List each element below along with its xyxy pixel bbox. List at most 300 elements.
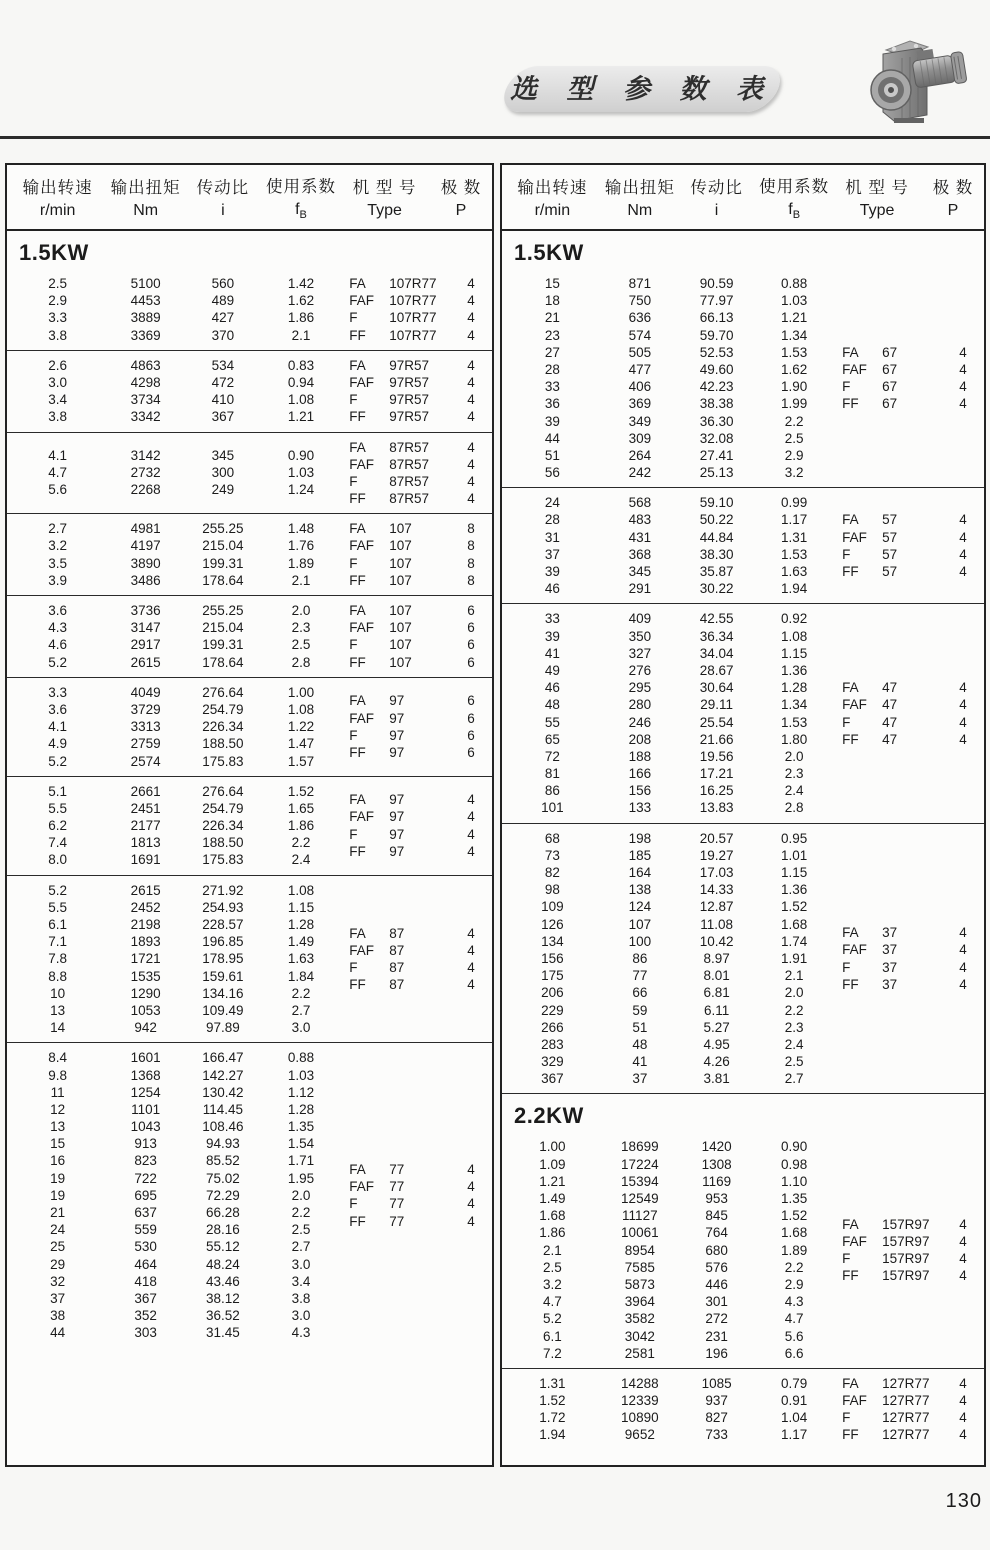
header-divider — [0, 136, 990, 139]
cell-ratio: 178.64 — [202, 572, 244, 588]
cell-speed: 41 — [544, 645, 560, 661]
cell-speed: 10 — [50, 985, 66, 1001]
cell-speed: 5.2 — [542, 1311, 562, 1327]
cell-ratio: 733 — [705, 1427, 728, 1443]
table-row — [7, 555, 339, 572]
power-section-title: 2.2KW — [514, 1103, 584, 1129]
cell-ratio: 166.47 — [202, 1050, 244, 1066]
cell-service-factor: 3.2 — [784, 465, 804, 481]
cell-service-factor: 2.3 — [291, 620, 311, 636]
cell-poles: 4 — [959, 1410, 967, 1426]
unit-text: Nm — [133, 202, 159, 219]
cell-ratio: 6.81 — [703, 985, 730, 1001]
cell-poles: 4 — [959, 959, 967, 975]
cell-torque: 637 — [134, 1205, 157, 1220]
table-row — [7, 1101, 339, 1118]
cell-poles: 4 — [467, 1179, 475, 1195]
type-prefix: FA — [349, 439, 366, 455]
cell-torque: 303 — [134, 1325, 157, 1341]
cell-speed: 13 — [50, 1002, 66, 1018]
cell-poles: 4 — [959, 512, 967, 528]
table-header-type-columns — [339, 165, 492, 229]
cell-torque: 1813 — [130, 835, 161, 851]
cell-ratio: 178.64 — [202, 654, 244, 670]
cell-service-factor: 0.94 — [287, 374, 315, 390]
table-row — [7, 783, 339, 800]
ratio-group — [7, 269, 492, 350]
cell-torque: 483 — [628, 512, 652, 528]
cell-service-factor: 1.08 — [781, 628, 808, 644]
table-row — [502, 327, 832, 344]
cell-torque: 345 — [628, 564, 652, 579]
cell-ratio: 36.52 — [206, 1308, 240, 1324]
type-row — [842, 563, 984, 580]
cell-ratio: 1308 — [701, 1156, 732, 1172]
ratio-group — [7, 677, 492, 776]
type-prefix: F — [842, 546, 851, 562]
cell-torque: 242 — [628, 465, 652, 481]
cell-speed: 7.2 — [542, 1345, 562, 1361]
group-data-rows — [7, 684, 339, 770]
cell-ratio: 937 — [705, 1393, 728, 1409]
table-row — [502, 830, 832, 847]
type-model: 107R77 — [389, 310, 437, 326]
cell-ratio: 114.45 — [202, 1101, 244, 1117]
group-data-rows — [502, 1375, 832, 1444]
type-prefix: FF — [842, 976, 859, 992]
table-row — [7, 602, 339, 619]
cell-torque: 871 — [628, 276, 652, 291]
cell-ratio: 276.64 — [202, 684, 244, 700]
type-row — [349, 727, 492, 744]
type-prefix: F — [349, 473, 358, 489]
cell-service-factor: 1.35 — [781, 1191, 808, 1206]
table-row — [502, 1070, 832, 1087]
column-header-label: 传动比 — [196, 179, 250, 197]
type-model: 107 — [389, 637, 412, 653]
type-row — [349, 456, 492, 473]
cell-torque: 368 — [628, 546, 652, 562]
type-prefix: FF — [349, 491, 366, 507]
cell-speed: 3.6 — [48, 603, 68, 618]
cell-ratio: 446 — [705, 1276, 728, 1292]
type-prefix: FF — [349, 977, 366, 993]
cell-poles: 6 — [467, 637, 475, 653]
cell-speed: 2.5 — [48, 276, 68, 291]
cell-torque: 3734 — [130, 392, 161, 408]
type-model: 87R57 — [389, 439, 430, 455]
ratio-group — [7, 350, 492, 432]
cell-torque: 406 — [628, 379, 652, 395]
table-row — [7, 1118, 339, 1135]
type-prefix: FF — [349, 409, 366, 425]
cell-torque: 3369 — [130, 327, 161, 343]
type-prefix: F — [349, 310, 358, 326]
cell-service-factor: 3.4 — [291, 1273, 311, 1289]
table-row — [7, 464, 339, 481]
cell-speed: 18 — [544, 293, 560, 309]
type-model: 97 — [389, 843, 405, 859]
type-row — [349, 408, 492, 425]
table-row — [7, 357, 339, 374]
cell-speed: 44 — [50, 1325, 66, 1341]
table-row — [502, 782, 832, 799]
cell-ratio: 534 — [211, 357, 235, 373]
cell-service-factor: 1.99 — [781, 396, 808, 412]
cell-poles: 4 — [959, 714, 967, 730]
table-row — [502, 610, 832, 627]
cell-torque: 409 — [628, 611, 652, 627]
cell-service-factor: 1.80 — [781, 731, 808, 747]
unit-text: r/min — [534, 202, 571, 219]
column-header-label: 输出扭矩 — [604, 179, 675, 197]
selection-table-right — [500, 163, 986, 1467]
cell-ratio: 196.85 — [202, 934, 244, 950]
group-type-rows — [339, 602, 492, 671]
type-row — [349, 439, 492, 456]
cell-service-factor: 1.90 — [781, 379, 808, 395]
cell-speed: 3.5 — [48, 555, 68, 571]
cell-speed: 44 — [544, 430, 560, 446]
table-row — [502, 309, 832, 326]
cell-ratio: 34.04 — [699, 645, 734, 661]
cell-ratio: 6.11 — [703, 1002, 730, 1018]
type-model: 97 — [389, 744, 405, 760]
type-prefix: FF — [842, 1427, 859, 1443]
type-prefix: F — [842, 1251, 851, 1267]
type-model: 97 — [389, 792, 405, 808]
type-prefix: FAF — [349, 620, 374, 636]
cell-ratio: 680 — [705, 1242, 728, 1258]
cell-torque: 10061 — [621, 1225, 659, 1241]
cell-service-factor: 1.21 — [781, 310, 808, 326]
cell-speed: 19 — [50, 1187, 66, 1203]
cell-speed: 73 — [544, 847, 560, 863]
cell-ratio: 345 — [211, 448, 235, 464]
cell-ratio: 276.64 — [202, 783, 244, 799]
cell-speed: 1.68 — [539, 1208, 566, 1224]
table-row — [7, 619, 339, 636]
cell-ratio: 472 — [211, 374, 235, 390]
table-row — [502, 1375, 832, 1392]
group-type-rows — [339, 520, 492, 589]
cell-ratio: 20.57 — [699, 830, 734, 846]
cell-ratio: 77.97 — [699, 293, 734, 309]
column-header-label: 传动比 — [690, 179, 743, 197]
cell-ratio: 59.10 — [699, 495, 734, 511]
type-row — [349, 555, 492, 572]
cell-torque: 1721 — [130, 951, 161, 967]
cell-service-factor: 2.0 — [784, 985, 804, 1001]
cell-service-factor: 0.90 — [287, 448, 315, 464]
type-row — [349, 602, 492, 619]
cell-service-factor: 1.86 — [287, 818, 315, 834]
cell-service-factor: 2.3 — [784, 766, 804, 782]
cell-speed: 3.3 — [48, 684, 68, 700]
cell-ratio: 215.04 — [202, 538, 244, 554]
type-prefix: F — [842, 379, 851, 395]
cell-service-factor: 2.2 — [784, 413, 804, 429]
cell-ratio: 489 — [211, 293, 235, 309]
cell-ratio: 199.31 — [202, 555, 244, 571]
cell-poles: 4 — [467, 977, 475, 993]
cell-poles: 4 — [467, 473, 475, 489]
cell-speed: 4.3 — [48, 620, 68, 636]
table-row — [502, 1392, 832, 1409]
type-row — [842, 1250, 984, 1267]
cell-poles: 4 — [959, 1375, 967, 1391]
cell-speed: 3.2 — [48, 538, 68, 554]
cell-torque: 100 — [628, 933, 652, 949]
table-row — [7, 718, 339, 735]
type-row — [349, 791, 492, 808]
cell-speed: 1.94 — [539, 1427, 566, 1443]
ratio-group — [502, 1132, 984, 1367]
cell-poles: 4 — [467, 1162, 475, 1178]
type-prefix: FA — [349, 603, 366, 618]
cell-service-factor: 2.0 — [291, 1187, 311, 1203]
table-row — [502, 881, 832, 898]
type-prefix: FF — [842, 1268, 859, 1284]
table-row — [502, 645, 832, 662]
group-data-rows — [7, 882, 339, 1037]
cell-speed: 15 — [50, 1136, 66, 1152]
group-type-rows — [832, 511, 984, 580]
type-prefix: FAF — [842, 1233, 867, 1249]
group-data-rows — [502, 1138, 832, 1361]
cell-speed: 33 — [544, 611, 560, 627]
cell-torque: 276 — [628, 662, 652, 678]
column-header-unit — [108, 202, 183, 220]
cell-poles: 4 — [467, 925, 475, 941]
group-data-rows — [7, 520, 339, 589]
cell-torque: 133 — [628, 800, 652, 816]
column-header — [183, 165, 263, 229]
cell-service-factor: 1.47 — [287, 736, 315, 752]
cell-ratio: 199.31 — [202, 637, 244, 653]
cell-service-factor: 1.36 — [781, 662, 808, 678]
table-row — [7, 1084, 339, 1101]
cell-ratio: 28.67 — [699, 662, 734, 678]
cell-ratio: 97.89 — [206, 1020, 240, 1036]
group-type-rows — [339, 791, 492, 860]
cell-speed: 5.2 — [48, 654, 68, 670]
column-header — [7, 165, 108, 229]
cell-service-factor: 2.2 — [291, 985, 311, 1001]
cell-poles: 4 — [959, 379, 967, 395]
cell-speed: 65 — [544, 731, 560, 747]
table-row — [502, 1259, 832, 1276]
cell-ratio: 12.87 — [699, 899, 734, 915]
cell-ratio: 427 — [211, 310, 235, 326]
column-header-label: 机 型 号 — [845, 179, 909, 197]
table-row — [502, 1156, 832, 1173]
cell-service-factor: 0.99 — [781, 495, 808, 511]
cell-ratio: 255.25 — [202, 521, 244, 537]
cell-speed: 109 — [541, 899, 564, 915]
cell-torque: 11127 — [622, 1208, 658, 1224]
type-row — [349, 1178, 492, 1195]
cell-torque: 4981 — [130, 521, 161, 537]
cell-torque: 2198 — [130, 917, 161, 932]
cell-poles: 4 — [467, 392, 475, 408]
cell-service-factor: 2.4 — [784, 1036, 804, 1052]
cell-service-factor: 1.31 — [781, 529, 808, 545]
cell-poles: 4 — [959, 1233, 967, 1249]
cell-poles: 4 — [467, 491, 475, 507]
cell-poles: 4 — [467, 456, 475, 472]
type-prefix: FAF — [842, 529, 867, 545]
type-model: 107 — [389, 654, 412, 670]
group-data-rows — [502, 830, 832, 1088]
cell-torque: 5873 — [624, 1276, 655, 1292]
cell-ratio: 271.92 — [202, 882, 244, 898]
type-model: 87R57 — [389, 473, 430, 489]
table-row — [502, 933, 832, 950]
cell-service-factor: 1.68 — [781, 916, 808, 932]
cell-speed: 25 — [50, 1239, 66, 1255]
cell-torque: 3147 — [130, 620, 161, 636]
table-row — [7, 408, 339, 425]
unit-text: f — [295, 200, 300, 218]
type-model: 97 — [389, 710, 405, 726]
table-row — [7, 817, 339, 834]
table-row — [7, 1238, 339, 1255]
cell-poles: 8 — [467, 521, 475, 537]
type-row — [349, 1213, 492, 1230]
table-row — [502, 1002, 832, 1019]
cell-service-factor: 2.7 — [291, 1239, 311, 1255]
cell-poles: 4 — [467, 357, 475, 373]
type-prefix: FF — [349, 654, 366, 670]
type-prefix: F — [842, 959, 851, 975]
cell-torque: 1053 — [130, 1002, 161, 1018]
cell-ratio: 1085 — [701, 1375, 732, 1391]
table-row — [502, 898, 832, 915]
cell-speed: 48 — [544, 697, 560, 713]
group-type-rows — [832, 924, 984, 993]
cell-torque: 695 — [134, 1187, 157, 1203]
table-row — [502, 494, 832, 511]
cell-torque: 208 — [628, 731, 652, 747]
type-model: 127R77 — [882, 1375, 930, 1391]
type-prefix: FAF — [349, 293, 374, 309]
cell-torque: 124 — [628, 899, 652, 915]
group-type-rows — [832, 679, 984, 748]
cell-poles: 6 — [467, 744, 475, 760]
table-row — [7, 537, 339, 554]
cell-service-factor: 2.4 — [291, 852, 311, 868]
type-prefix: F — [349, 392, 358, 408]
table-row — [502, 662, 832, 679]
cell-speed: 8.4 — [48, 1050, 68, 1066]
table-row — [502, 563, 832, 580]
cell-ratio: 19.56 — [699, 748, 734, 764]
cell-ratio: 142.27 — [202, 1067, 244, 1083]
type-prefix: FA — [349, 521, 366, 537]
table-row — [7, 520, 339, 537]
table-row — [502, 546, 832, 563]
cell-torque: 431 — [628, 529, 652, 545]
power-section — [502, 231, 984, 1093]
table-row — [502, 1036, 832, 1053]
type-prefix: FA — [842, 1216, 859, 1232]
cell-speed: 24 — [544, 495, 560, 511]
table-row — [7, 1324, 339, 1341]
cell-speed: 6.2 — [48, 818, 68, 834]
cell-speed: 32 — [50, 1273, 66, 1289]
table-row — [7, 654, 339, 671]
table-row — [7, 1256, 339, 1273]
cell-poles: 4 — [467, 792, 475, 808]
type-prefix: FA — [842, 344, 859, 360]
cell-speed: 37 — [50, 1290, 66, 1306]
table-row — [502, 1345, 832, 1362]
type-model: 127R77 — [882, 1410, 930, 1426]
cell-torque: 418 — [134, 1273, 157, 1289]
cell-speed: 5.1 — [48, 783, 68, 799]
column-header-label: 使用系数 — [265, 177, 336, 196]
type-prefix: FAF — [842, 697, 867, 713]
cell-service-factor: 0.95 — [781, 830, 808, 846]
cell-service-factor: 1.03 — [287, 465, 315, 481]
type-row — [349, 976, 492, 993]
cell-speed: 7.8 — [48, 951, 68, 967]
type-prefix: FAF — [349, 942, 374, 958]
cell-torque: 41 — [632, 1054, 648, 1070]
cell-service-factor: 1.53 — [781, 344, 808, 360]
cell-torque: 5100 — [130, 276, 161, 291]
type-row — [842, 378, 984, 395]
cell-service-factor: 1.86 — [287, 310, 315, 326]
cell-service-factor: 1.00 — [287, 684, 315, 700]
cell-torque: 1691 — [130, 852, 161, 868]
group-data-rows — [7, 447, 339, 499]
cell-torque: 86 — [632, 950, 648, 966]
type-row — [842, 546, 984, 563]
page-number: 130 — [945, 1490, 982, 1512]
column-header-poles — [430, 165, 492, 229]
cell-ratio: 188.50 — [202, 736, 244, 752]
type-prefix: FA — [842, 925, 859, 941]
table-row — [7, 701, 339, 718]
cell-service-factor: 1.08 — [287, 882, 315, 898]
type-row — [349, 744, 492, 761]
type-row — [842, 1267, 984, 1284]
cell-ratio: 94.93 — [206, 1136, 240, 1152]
cell-torque: 1368 — [130, 1067, 161, 1083]
cell-speed: 2.6 — [48, 357, 68, 373]
cell-poles: 6 — [467, 727, 475, 743]
table-row — [7, 834, 339, 851]
cell-torque: 8954 — [624, 1242, 655, 1258]
cell-ratio: 4.95 — [703, 1036, 730, 1052]
type-model: 67 — [882, 344, 898, 360]
cell-torque: 530 — [134, 1239, 157, 1255]
type-prefix: F — [842, 1410, 851, 1426]
cell-torque: 369 — [628, 396, 652, 412]
cell-speed: 156 — [541, 950, 564, 966]
cell-poles: 4 — [959, 942, 967, 958]
type-model: 127R77 — [882, 1393, 930, 1409]
cell-torque: 3582 — [624, 1311, 655, 1327]
cell-speed: 24 — [50, 1222, 66, 1238]
type-prefix: FA — [842, 680, 859, 696]
table-row — [502, 950, 832, 967]
cell-service-factor: 1.21 — [287, 409, 315, 425]
table-row — [502, 967, 832, 984]
cell-speed: 175 — [541, 968, 564, 984]
